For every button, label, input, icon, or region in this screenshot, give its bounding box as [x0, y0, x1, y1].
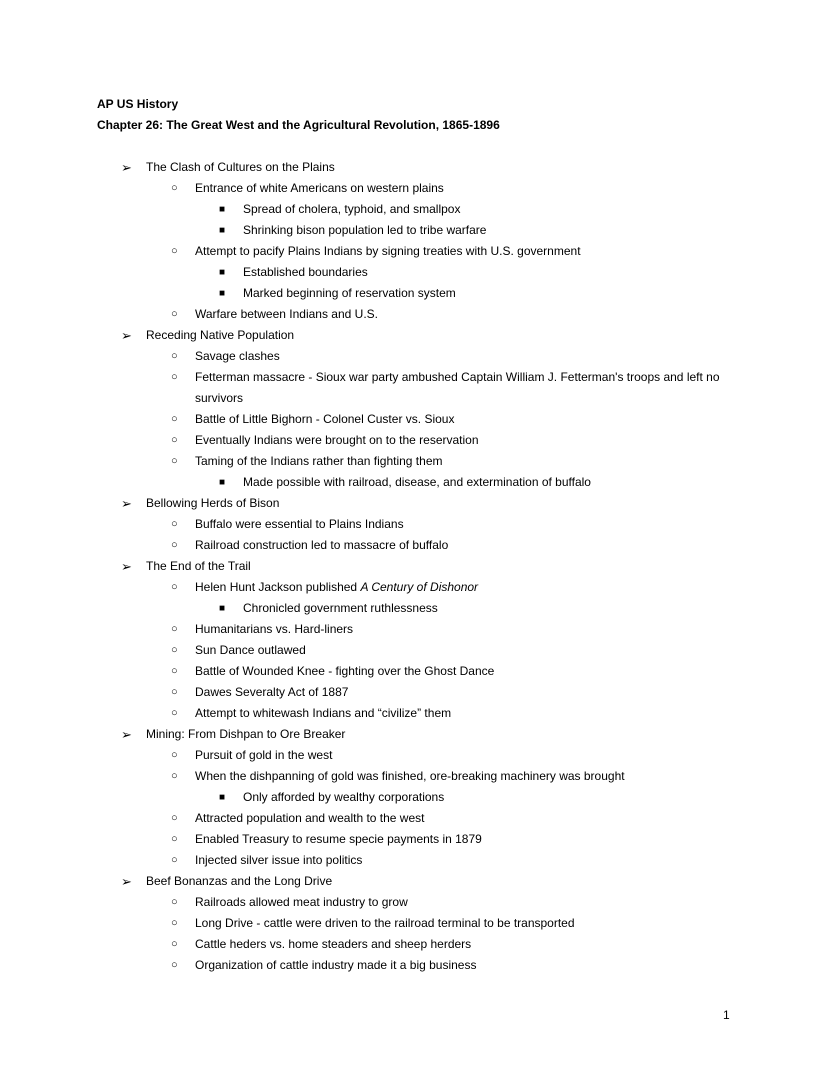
outline-item-label: Beef Bonanzas and the Long Drive: [146, 874, 333, 888]
outline-item-label: Humanitarians vs. Hard-liners: [195, 622, 354, 636]
outline-item-text: [243, 199, 460, 220]
outline-item: [0, 871, 828, 892]
outline-item-text: [195, 241, 581, 262]
outline-item-text: [195, 178, 444, 199]
outline-item-label: Entrance of white Americans on western plains: [195, 181, 444, 195]
outline-item-text: [146, 157, 335, 178]
outline-item-text: [195, 745, 332, 766]
outline-item-text: [195, 514, 404, 535]
outline-item: [0, 409, 828, 430]
outline-item-label: Spread of cholera, typhoid, and smallpox: [243, 202, 461, 216]
outline-item-label: Injected silver issue into politics: [195, 853, 363, 867]
outline-item-text: [243, 262, 368, 283]
outline-item-label: The End of the Trail: [146, 559, 251, 573]
bullet-level-2: ○: [171, 434, 178, 446]
outline-item-text: [195, 892, 408, 913]
outline-item-text: [146, 556, 251, 577]
bullet-level-2: ○: [171, 812, 178, 824]
outline-item: [0, 199, 828, 220]
outline-item: [0, 934, 828, 955]
outline-item-label: Eventually Indians were brought on to the reservation: [195, 433, 479, 447]
outline-item: [0, 619, 828, 640]
outline-item: [0, 514, 828, 535]
bullet-level-2: ○: [171, 833, 178, 845]
bullet-level-2: ○: [171, 182, 178, 194]
bullet-level-2: ○: [171, 245, 178, 257]
bullet-level-3: ■: [219, 225, 226, 236]
outline-item-label: Enabled Treasury to resume specie payments in 1879: [195, 832, 482, 846]
bullet-level-2: ○: [171, 938, 178, 950]
outline-item-text: [195, 430, 479, 451]
outline-item-label: Made possible with railroad, disease, and extermination of buffalo: [243, 475, 591, 489]
outline-item-text: [195, 913, 575, 934]
outline-item-label: When the dishpanning of gold was finished, ore-breaking machinery was brought: [195, 769, 625, 783]
outline-item: [0, 745, 828, 766]
outline-item-text: [195, 934, 471, 955]
outline-item-label: Shrinking bison population led to tribe warfare: [243, 223, 487, 237]
bullet-level-2: ○: [171, 455, 178, 467]
book-title: A Century of Dishonor: [360, 580, 479, 594]
outline-item: [0, 598, 828, 619]
outline-item-label: Warfare between Indians and U.S.: [195, 307, 378, 321]
outline-item: [0, 766, 828, 787]
outline-item: [0, 829, 828, 850]
outline-item-label: Bellowing Herds of Bison: [146, 496, 280, 510]
outline-item-text: [195, 682, 348, 703]
outline-item-label: Battle of Wounded Knee - fighting over the Ghost Dance: [195, 664, 495, 678]
page-number: 1: [723, 1008, 730, 1022]
outline-item-text: [195, 535, 448, 556]
chapter-title: Chapter 26: The Great West and the Agricultural Revolution, 1865-1896: [97, 118, 500, 132]
outline-item-label: Only afforded by wealthy corporations: [243, 790, 445, 804]
bullet-level-2: ○: [171, 686, 178, 698]
outline-item: [0, 262, 828, 283]
bullet-level-2: ○: [171, 854, 178, 866]
bullet-level-1: ➢: [121, 874, 132, 889]
bullet-level-3: ■: [219, 288, 226, 299]
outline-item-label: Railroads allowed meat industry to grow: [195, 895, 408, 909]
bullet-level-2: ○: [171, 770, 178, 782]
outline-item: [0, 892, 828, 913]
outline-item-text: [195, 619, 353, 640]
outline-item-label: Mining: From Dishpan to Ore Breaker: [146, 727, 346, 741]
outline-item-label: Taming of the Indians rather than fighting them: [195, 454, 443, 468]
outline-item: [0, 346, 828, 367]
bullet-level-2: ○: [171, 749, 178, 761]
outline-item-label: Sun Dance outlawed: [195, 643, 306, 657]
outline-item-text: [195, 850, 362, 871]
course-title: AP US History: [97, 97, 179, 111]
outline-item-text: [195, 640, 306, 661]
outline-item-label: Receding Native Population: [146, 328, 295, 342]
bullet-level-2: ○: [171, 350, 178, 362]
outline-item-text: [195, 766, 625, 787]
outline-item-label: Established boundaries: [243, 265, 368, 279]
outline-item: [0, 787, 828, 808]
outline-item: [0, 703, 828, 724]
outline-item: [0, 493, 828, 514]
outline-item-label: Buffalo were essential to Plains Indians: [195, 517, 404, 531]
bullet-level-2: ○: [171, 623, 178, 635]
bullet-level-2: ○: [171, 896, 178, 908]
bullet-level-2: ○: [171, 644, 178, 656]
outline-item-text: [195, 577, 478, 598]
bullet-level-2: ○: [171, 959, 178, 971]
outline-item-text: [195, 955, 476, 976]
outline-item: [0, 451, 828, 472]
outline-item-text: [146, 493, 279, 514]
outline-item-text: [195, 304, 378, 325]
outline-item-label: Railroad construction led to massacre of buffalo: [195, 538, 449, 552]
outline-item: [0, 577, 828, 598]
bullet-level-1: ➢: [121, 496, 132, 511]
outline-item: [0, 283, 828, 304]
outline-item-text: [195, 661, 494, 682]
outline-item-label: Helen Hunt Jackson published: [195, 580, 361, 594]
bullet-level-2: ○: [171, 581, 178, 593]
outline-item: [0, 913, 828, 934]
outline-item-label: Chronicled government ruthlessness: [243, 601, 438, 615]
outline-item: [0, 178, 828, 199]
outline-item: [0, 682, 828, 703]
bullet-level-3: ■: [219, 792, 226, 803]
outline-item-text: [243, 220, 486, 241]
bullet-level-1: ➢: [121, 328, 132, 343]
outline-item-label: Marked beginning of reservation system: [243, 286, 456, 300]
bullet-level-3: ■: [219, 477, 226, 488]
outline-item: [0, 472, 828, 493]
bullet-level-1: ➢: [121, 559, 132, 574]
outline-item-text: [195, 703, 451, 724]
bullet-level-2: ○: [171, 665, 178, 677]
bullet-level-2: ○: [171, 539, 178, 551]
outline-item-label: Pursuit of gold in the west: [195, 748, 333, 762]
outline-item: [0, 724, 828, 745]
outline-item: [0, 556, 828, 577]
outline-item-text: [195, 808, 424, 829]
outline-item-label: Attempt to pacify Plains Indians by signing treaties with U.S. government: [195, 244, 581, 258]
outline-item-label: Battle of Little Bighorn - Colonel Custer vs. Sioux: [195, 412, 455, 426]
bullet-level-2: ○: [171, 413, 178, 425]
bullet-level-1: ➢: [121, 160, 132, 175]
outline-item-text: [243, 787, 444, 808]
outline-item-text: [195, 451, 442, 472]
outline-item: [0, 241, 828, 262]
outline-item-text: [146, 325, 294, 346]
outline-item: [0, 850, 828, 871]
outline-item-text: [243, 283, 456, 304]
outline-item: [0, 808, 828, 829]
outline-item: [0, 325, 828, 346]
bullet-level-2: ○: [171, 371, 178, 383]
outline-item-text: [146, 724, 345, 745]
outline-item-label: Attracted population and wealth to the west: [195, 811, 425, 825]
outline-item: [0, 661, 828, 682]
outline-item: [0, 157, 828, 178]
outline-item: [0, 367, 828, 409]
bullet-level-2: ○: [171, 518, 178, 530]
bullet-level-2: ○: [171, 707, 178, 719]
outline-item-label: Organization of cattle industry made it a big business: [195, 958, 477, 972]
outline-item: [0, 220, 828, 241]
outline-item-text: [195, 829, 482, 850]
bullet-level-2: ○: [171, 308, 178, 320]
outline-item: [0, 304, 828, 325]
outline-item-text: [195, 346, 280, 367]
outline-item-text: [243, 598, 438, 619]
outline-item-label: Cattle heders vs. home steaders and sheep herders: [195, 937, 472, 951]
outline-item: [0, 535, 828, 556]
outline-item-text: [243, 472, 591, 493]
outline-item: [0, 640, 828, 661]
outline-item-text: [146, 871, 332, 892]
outline-list: [0, 157, 828, 976]
outline-item-label: Long Drive - cattle were driven to the railroad terminal to be transported: [195, 916, 575, 930]
outline-item-label: The Clash of Cultures on the Plains: [146, 160, 335, 174]
outline-item: [0, 955, 828, 976]
bullet-level-3: ■: [219, 267, 226, 278]
bullet-level-1: ➢: [121, 727, 132, 742]
outline-item-label: Fetterman massacre - Sioux war party ambushed Captain William J. Fetterman's troops and left no survivors: [195, 370, 720, 405]
outline-item-label: Dawes Severalty Act of 1887: [195, 685, 349, 699]
outline-item-text: [195, 367, 740, 409]
outline-item-text: [195, 409, 454, 430]
outline-item-label: Attempt to whitewash Indians and “civilize” them: [195, 706, 452, 720]
outline-item: [0, 430, 828, 451]
outline-item-label: Savage clashes: [195, 349, 280, 363]
bullet-level-2: ○: [171, 917, 178, 929]
bullet-level-3: ■: [219, 204, 226, 215]
bullet-level-3: ■: [219, 603, 226, 614]
